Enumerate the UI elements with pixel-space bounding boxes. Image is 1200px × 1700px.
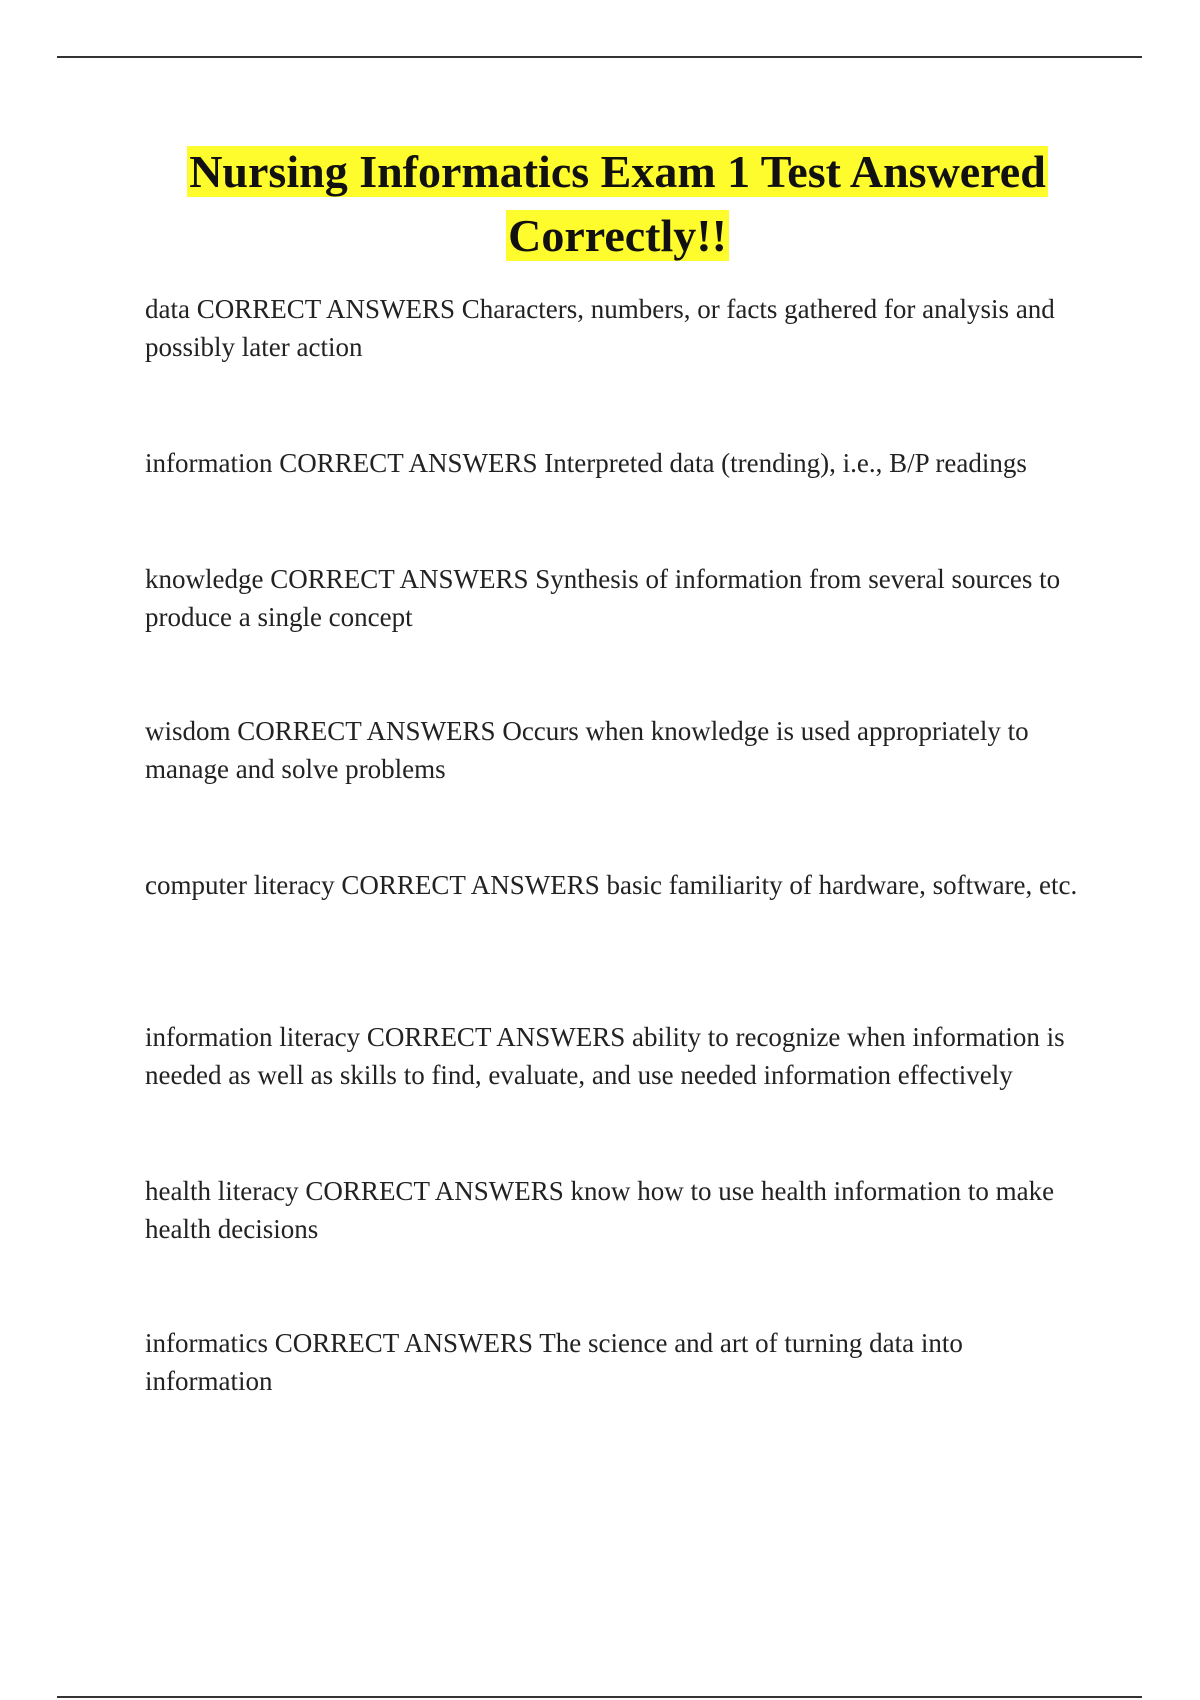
title-line-2: Correctly!!: [508, 210, 727, 261]
qa-item-information: information CORRECT ANSWERS Interpreted data (trending), i.e., B/P readings: [145, 448, 1027, 478]
qa-item-computer-literacy: computer literacy CORRECT ANSWERS basic familiarity of hardware, software, etc.: [145, 870, 1078, 900]
qa-item-data: data CORRECT ANSWERS Characters, numbers, or facts gathered for analysis and possibly later action: [145, 294, 1055, 362]
qa-item-wisdom: wisdom CORRECT ANSWERS Occurs when knowledge is used appropriately to manage and solve problems: [145, 716, 1029, 784]
title-line-1: Nursing Informatics Exam 1 Test Answered: [189, 146, 1046, 197]
qa-item-informatics: informatics CORRECT ANSWERS The science and art of turning data into information: [145, 1328, 963, 1396]
page-title: [100, 140, 1135, 268]
qa-item-information-literacy: information literacy CORRECT ANSWERS ability to recognize when information is needed as well as skills to find, evaluate, and use needed information effectively: [145, 1022, 1065, 1090]
bottom-rule: [57, 1696, 1142, 1698]
qa-item-knowledge: knowledge CORRECT ANSWERS Synthesis of information from several sources to produce a single concept: [145, 564, 1061, 632]
top-rule: [57, 56, 1142, 58]
qa-item-health-literacy: health literacy CORRECT ANSWERS know how to use health information to make health decisions: [145, 1176, 1055, 1244]
